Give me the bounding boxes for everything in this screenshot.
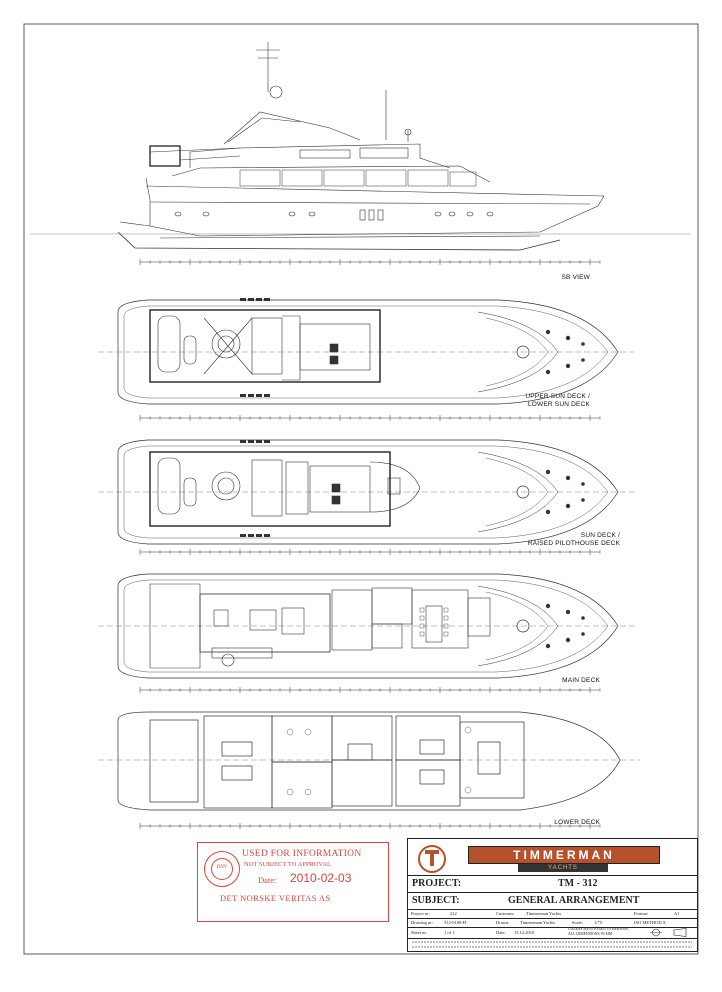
timmerman-logo-icon: [418, 845, 446, 873]
subject-value: GENERAL ARRANGEMENT: [508, 895, 640, 906]
seal-text: DNV: [216, 865, 228, 870]
drawn-label: Drawn:: [496, 920, 510, 925]
project-nr-label: Project nr:: [411, 911, 430, 916]
stamp-line-1: USED FOR INFORMATION: [242, 849, 362, 859]
brand-name: TIMMERMAN: [468, 846, 660, 864]
drawing-nr-value: 312-0100-H: [444, 920, 466, 925]
projection-symbol-icon: [648, 928, 692, 937]
approval-stamp: [197, 842, 389, 922]
project-value: TM - 312: [558, 878, 598, 889]
customer-value: Timmerman Yachts: [526, 911, 562, 916]
scale-value: 1/75: [594, 920, 603, 925]
view-label-sb-view: SB VIEW: [561, 274, 590, 281]
drawn-value: Timmerman Yachts: [520, 920, 556, 925]
title-block: [407, 838, 698, 952]
project-label: PROJECT:: [412, 878, 462, 889]
brand-logo: [408, 839, 697, 876]
subject-row: [408, 892, 697, 910]
projection-method: ISO METHOD A: [634, 920, 666, 925]
view-label-upper-sun-deck: UPPER SUN DECK / LOWER SUN DECK: [525, 393, 590, 408]
dnv-seal-icon: [204, 851, 240, 887]
stamp-authority: DET NORSKE VERITAS AS: [220, 893, 331, 903]
format-value: A1: [674, 911, 680, 916]
drawing-nr-label: Drawing nr:: [411, 920, 433, 925]
stamp-date: 2010-02-03: [290, 871, 352, 885]
project-nr-value: 312: [450, 911, 457, 916]
date-label: Date:: [496, 930, 506, 935]
project-row: [408, 875, 697, 893]
stamp-date-label: Date:: [258, 875, 277, 885]
address-footer: [408, 938, 697, 951]
customer-label: Customer:: [496, 911, 515, 916]
sheet-nr-value: 1 of 1: [444, 930, 455, 935]
stamp-line-2: NOT SUBJECT TO APPROVAL: [244, 861, 331, 868]
scale-label: Scale:: [572, 920, 583, 925]
dimensions-note: UNLESS MENTIONED OTHERWISE ALL DIMENSIONS IN MM: [568, 927, 629, 936]
view-label-sun-deck: SUN DECK / RAISED PILOTHOUSE DECK: [527, 532, 620, 547]
sheet-nr-label: Sheet nr:: [411, 930, 428, 935]
address-footer-lines: [408, 938, 697, 951]
date-value: 15.12.2010: [514, 930, 535, 935]
format-label: Format:: [634, 911, 649, 916]
view-label-lower-deck: LOWER DECK: [554, 819, 600, 826]
view-label-main-deck: MAIN DECK: [562, 677, 600, 684]
brand-subtitle: YACHTS: [518, 864, 608, 872]
subject-label: SUBJECT:: [412, 895, 460, 906]
